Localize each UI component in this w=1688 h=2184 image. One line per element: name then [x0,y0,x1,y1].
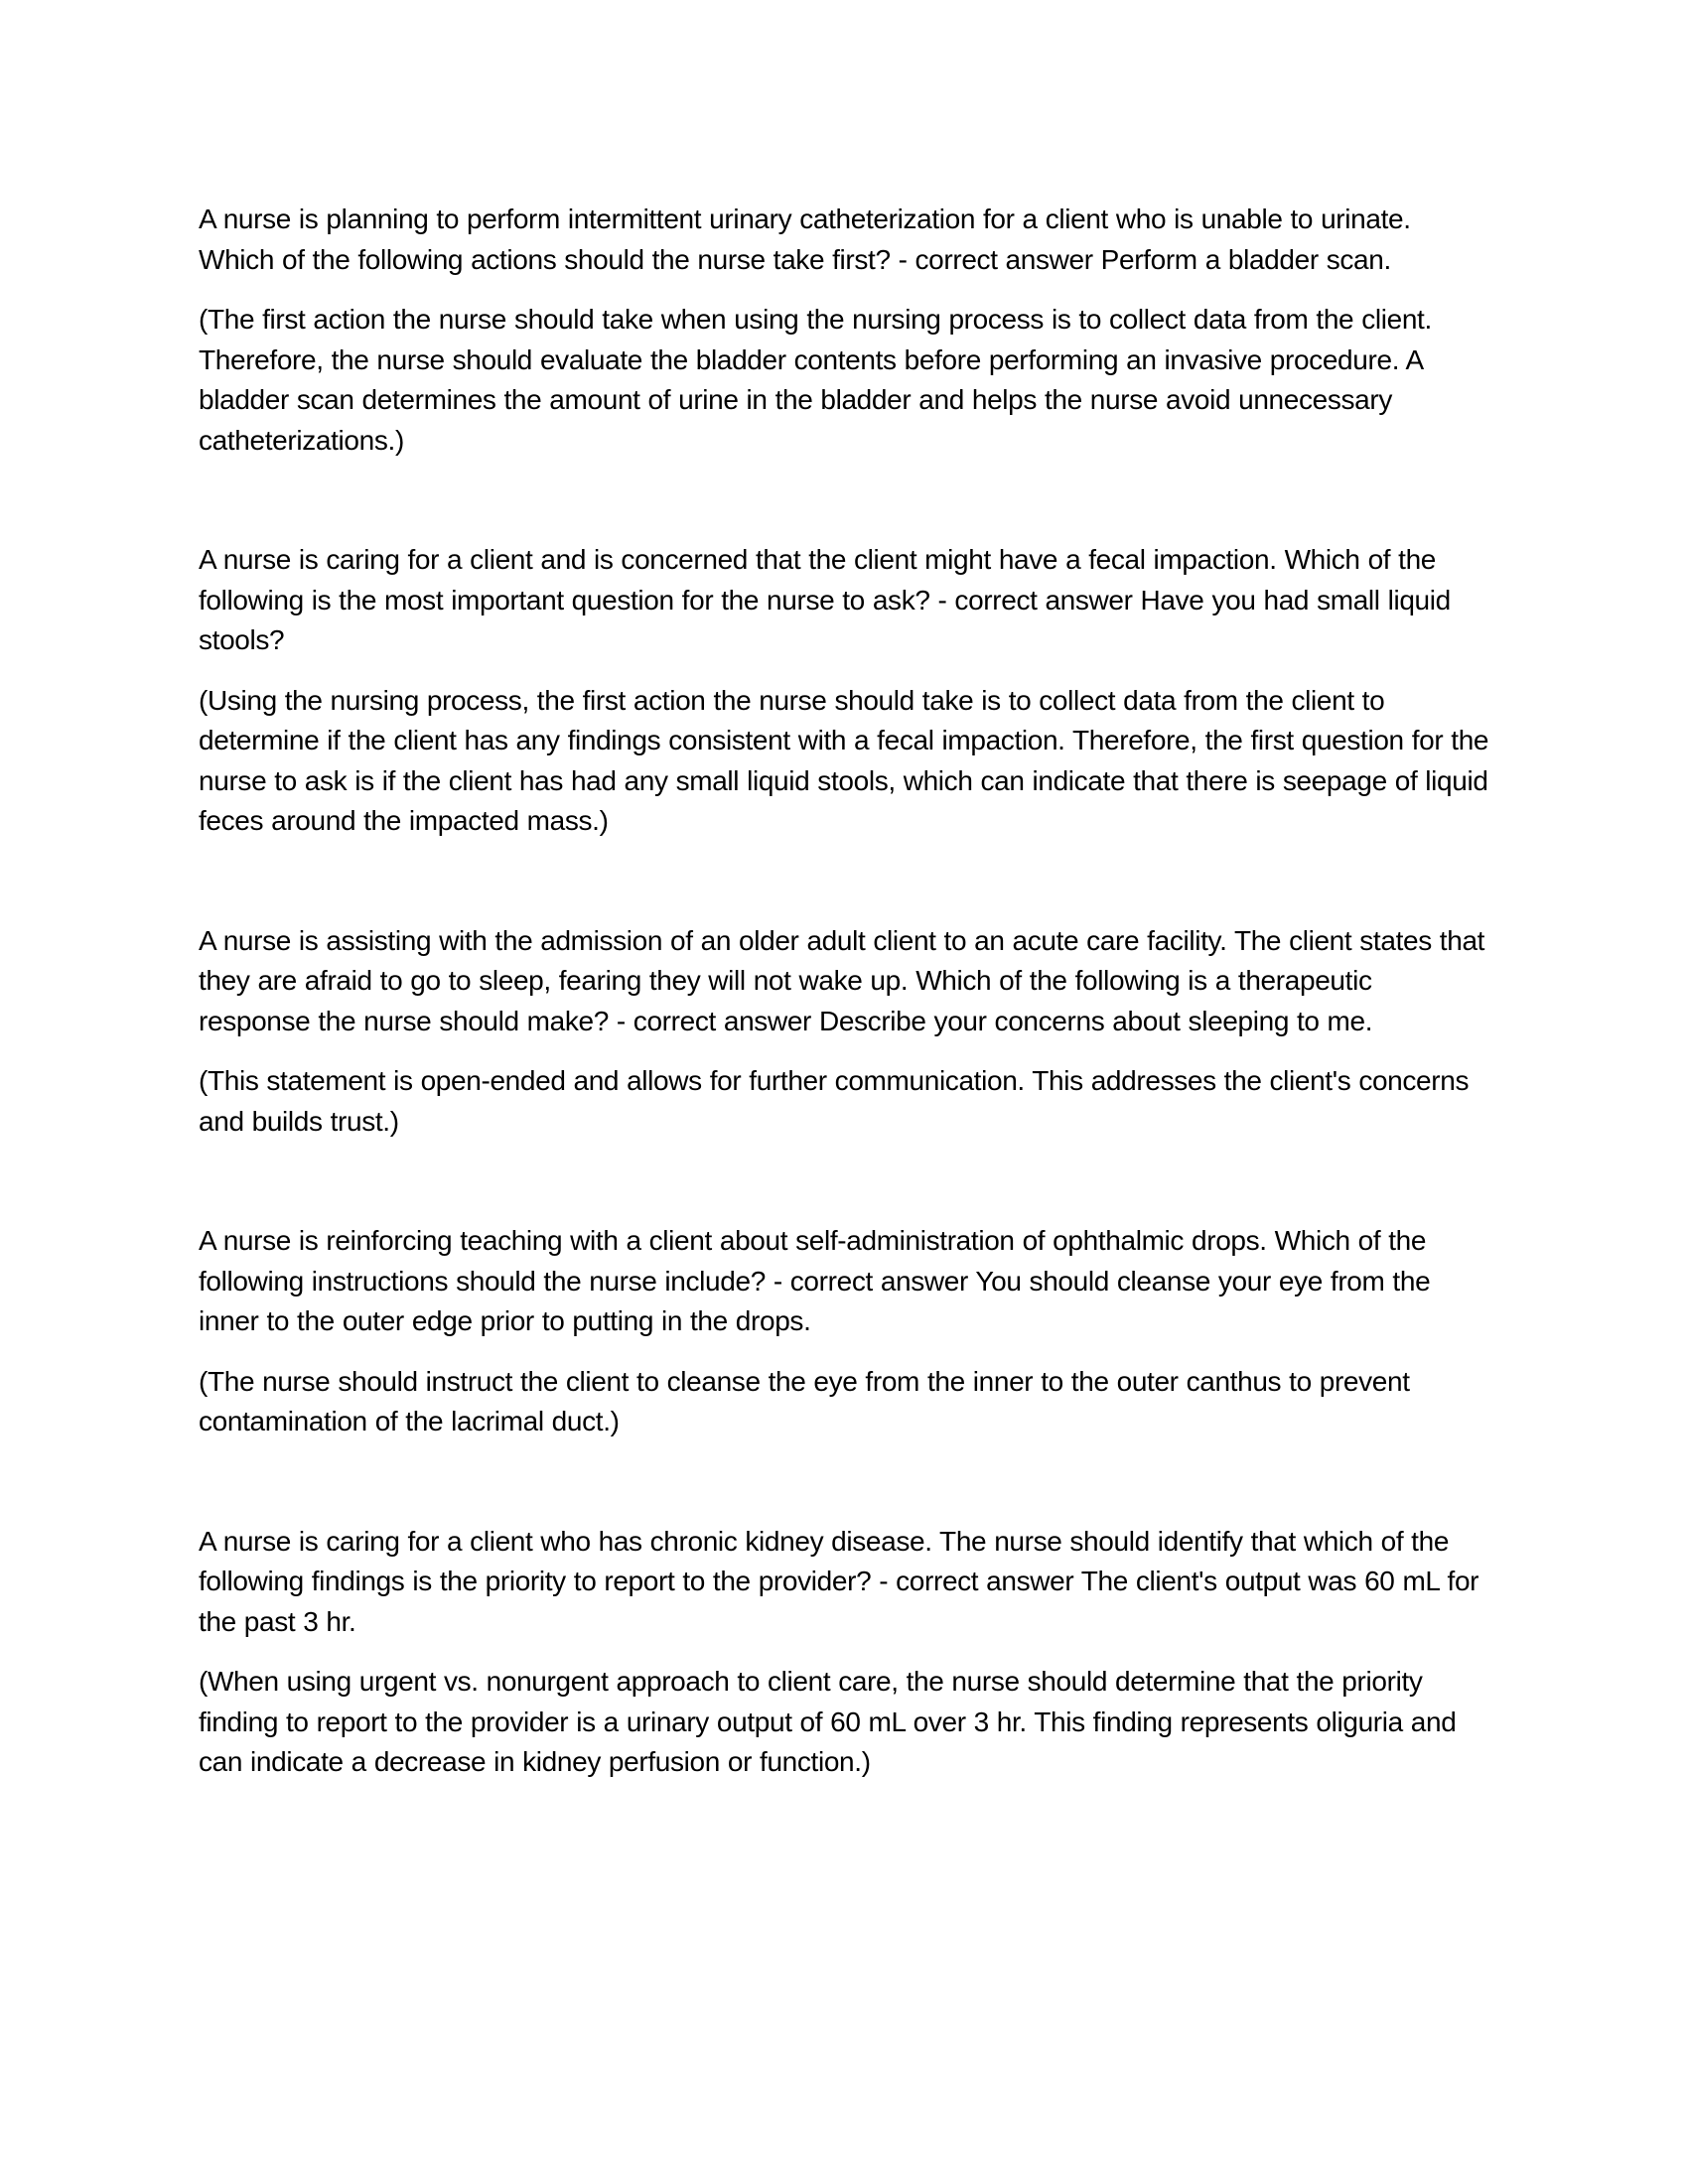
document-body [199,200,1489,1783]
question-text: A nurse is caring for a client who has chronic kidney disease. The nurse should identify that which of the following findings is the priority to report to the provider? - correct answer The client's output was 60 mL for the past 3 hr. [199,1525,1479,1637]
qa-item [199,1221,1489,1442]
qa-item [199,540,1489,842]
rationale-text: (Using the nursing process, the first action the nurse should take is to collect data from the client to determine if the client has any findings consistent with a fecal impaction. Therefore, the first question for the nurse to ask is if the client has had any small liquid stools, which can indicate that there is seepage of liquid feces around the impacted mass.) [199,684,1489,836]
question-text: A nurse is planning to perform intermittent urinary catheterization for a client who is unable to urinate. Which of the following actions should the nurse take first? - correct answer Perform a bladder scan. [199,204,1411,275]
question-text: A nurse is caring for a client and is concerned that the client might have a fecal impaction. Which of the following is the most important question for the nurse to ask? - correct answer Have you had small liquid stools? [199,544,1451,655]
rationale-text: (This statement is open-ended and allows for further communication. This addresses the client's concerns and builds trust.) [199,1065,1470,1137]
rationale-text: (The nurse should instruct the client to cleanse the eye from the inner to the outer canthus to prevent contamination of the lacrimal duct.) [199,1365,1410,1436]
qa-item [199,921,1489,1143]
qa-item [199,1522,1489,1783]
question-text: A nurse is reinforcing teaching with a client about self-administration of ophthalmic drops. Which of the following instructions should the nurse include? - correct answer You should cleanse your eye from the inner to the outer edge prior to putting in the drops. [199,1225,1431,1336]
rationale-text: (The first action the nurse should take when using the nursing process is to collect data from the client. Therefore, the nurse should evaluate the bladder contents before performing an invasive procedure. A bladder scan determines the amount of urine in the bladder and helps the nurse avoid unnecessary catheterizations.) [199,304,1432,456]
question-text: A nurse is assisting with the admission of an older adult client to an acute care facility. The client states that they are afraid to go to sleep, fearing they will not wake up. Which of the following is a therapeutic response the nurse should make? - correct answer Describe your concerns about sleeping to me. [199,924,1485,1036]
qa-item [199,200,1489,461]
rationale-text: (When using urgent vs. nonurgent approach to client care, the nurse should determine that the priority finding to report to the provider is a urinary output of 60 mL over 3 hr. This finding represents oliguria and can indicate a decrease in kidney perfusion or function.) [199,1666,1457,1777]
